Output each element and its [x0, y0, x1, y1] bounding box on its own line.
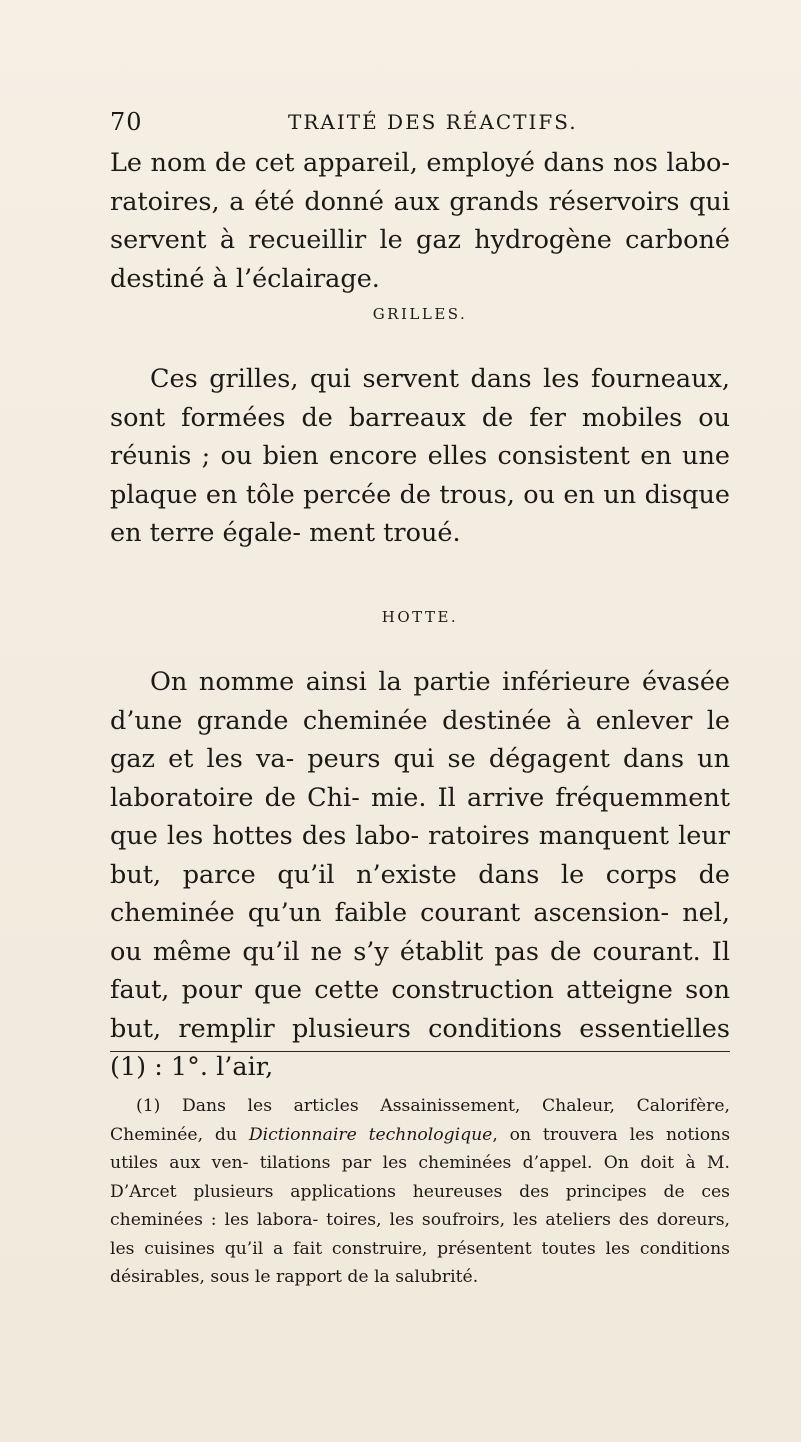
running-title: TRAITÉ DES RÉACTIFS. — [288, 110, 578, 134]
footnote-text-start: (1) Dans les articles Assainissement, Chaleur, Calorifère, Cheminée, du — [110, 1096, 730, 1145]
footnote-text-end: , on trouvera les notions utiles aux ven- tilations par les cheminées d’appel. On doit à M. D’Arcet plusieurs applications heureuses des principes de ces cheminées : les labora- toires, les soufroirs, les ateliers des doreurs, les cuisines qu’il a fait construire, présentent toutes les conditions désirables, sous le rapport de la salubrité. — [110, 1124, 731, 1287]
section-heading-hotte: HOTTE. — [381, 608, 459, 626]
running-head — [110, 108, 730, 138]
section-heading-grilles: GRILLES. — [372, 305, 468, 323]
footnote-divider — [110, 1051, 730, 1052]
footnote-book-title: Dictionnaire technologique — [248, 1124, 493, 1145]
page-number: 70 — [110, 108, 143, 136]
paragraph-grilles: Ces grilles, qui servent dans les fourneaux, sont formées de barreaux de fer mobiles ou réunis ; ou bien encore elles consistent en une plaque en tôle percée de trous, ou en un disque en terre égale- ment troué. — [110, 364, 730, 548]
footnote — [110, 1092, 730, 1292]
paragraph-hotte: On nomme ainsi la partie inférieure évasée d’une grande cheminée destinée à enlever le gaz et les va- peurs qui se dégagent dans un laboratoire de Chi- mie. Il arrive fréquemment que les hottes des labo- ratoires manquent leur but, parce qu’il n’existe dans le corps de cheminée qu’un faible courant ascension- nel, ou même qu’il ne s’y établit pas de courant. Il faut, pour que cette construction atteigne son but, remplir plusieurs conditions essentielles (1) : 1°. l’air, — [110, 667, 730, 1082]
paragraph-gazometre: Le nom de cet appareil, employé dans nos labo- ratoires, a été donné aux grands réservoirs qui servent à recueillir le gaz hydrogène carboné destiné à l’éclairage. — [110, 148, 730, 294]
